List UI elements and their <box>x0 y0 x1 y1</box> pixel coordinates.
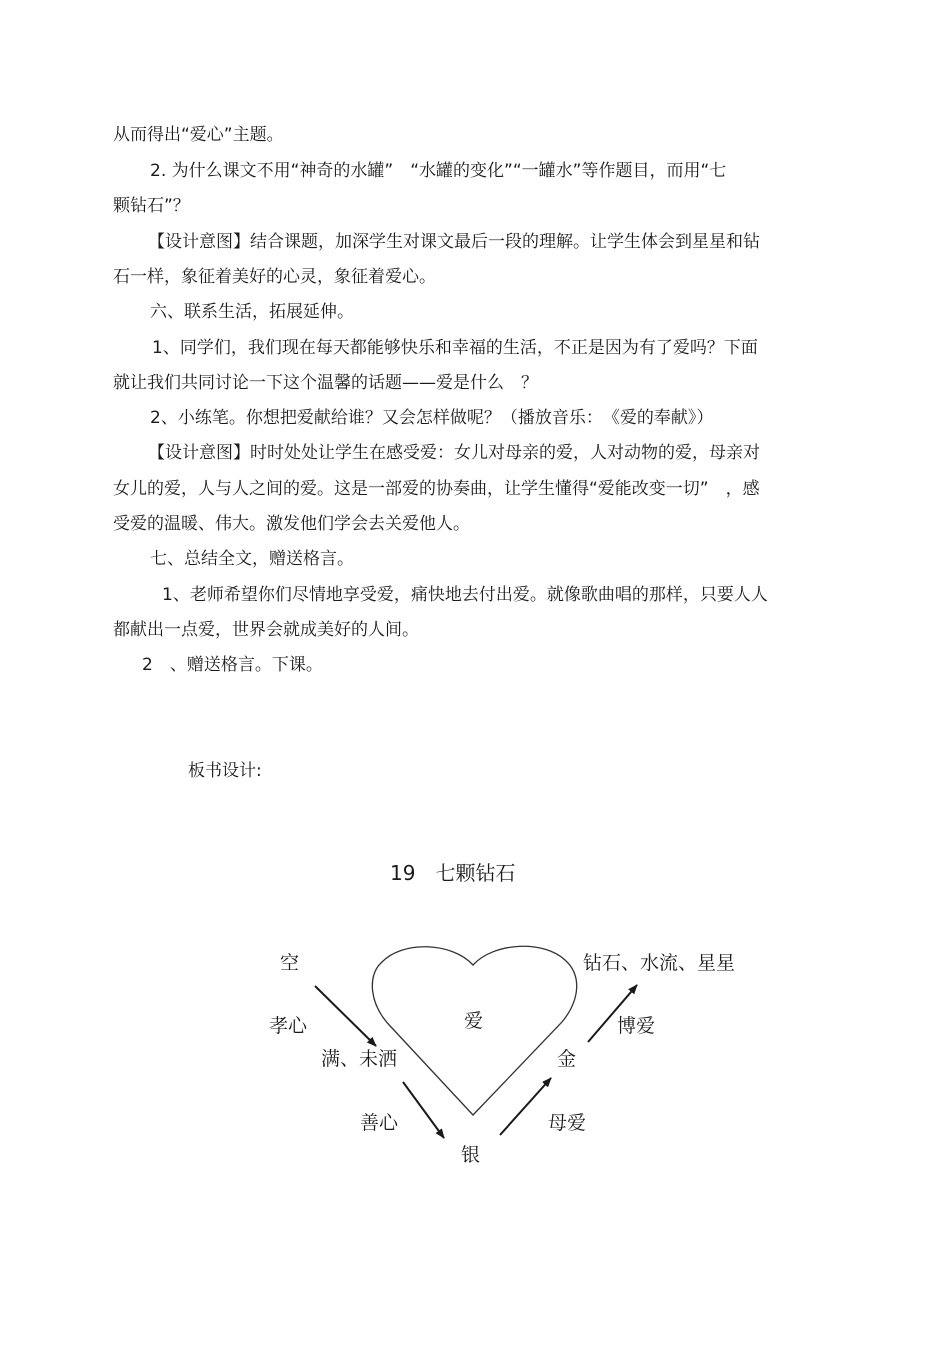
label-boai: 博爱 <box>617 1015 656 1037</box>
board-title: 19 七颗钻石 <box>390 861 516 885</box>
paragraph-line-11: 女儿的爱，人与人之间的爱。这是一部爱的协奏曲，让学生懂得“爱能改变一切” ，感 <box>113 479 760 499</box>
paragraph-line-16: 2 、赠送格言。下课。 <box>142 655 323 675</box>
paragraph-line-5: 石一样，象征着美好的心灵，象征着爱心。 <box>113 267 436 287</box>
label-xiaoxin: 孝心 <box>269 1015 308 1037</box>
paragraph-line-15: 都献出一点爱，世界会就成美好的人间。 <box>113 620 419 640</box>
paragraph-line-3: 颗钻石”？ <box>113 196 190 216</box>
label-muai: 母爱 <box>548 1112 587 1134</box>
paragraph-line-7: 1、同学们，我们现在每天都能够快乐和幸福的生活，不正是因为有了爱吗？下面 <box>152 338 758 358</box>
paragraph-line-9: 2、小练笔。你想把爱献给谁？又会怎样做呢？（播放音乐： 《爱的奉献》） <box>150 408 714 428</box>
paragraph-line-8: 就让我们共同讨论一下这个温馨的话题——爱是什么 ？ <box>113 373 538 393</box>
paragraph-line-10: 【设计意图】时时处处让学生在感受爱：女儿对母亲的爱，人对动物的爱，母亲对 <box>148 443 760 463</box>
arrow-kong-to-man <box>315 986 376 1046</box>
arrow-yin-to-jin <box>500 1078 551 1135</box>
board-heading: 板书设计: <box>188 761 262 781</box>
label-jin: 金 <box>557 1048 577 1070</box>
label-yin: 银 <box>461 1144 481 1166</box>
label-zuanshi-shuiliu-xingxing: 钻石、水流、星星 <box>583 952 736 974</box>
paragraph-line-12: 受爱的温暖、伟大。激发他们学会去关爱他人。 <box>113 514 470 534</box>
section-heading-6: 六、联系生活，拓展延伸。 <box>150 302 354 322</box>
label-kong: 空 <box>280 952 300 974</box>
paragraph-line-1: 从而得出“爱心”主题。 <box>113 125 284 145</box>
section-heading-7: 七、总结全文，赠送格言。 <box>150 549 354 569</box>
label-shanxin: 善心 <box>360 1112 399 1134</box>
paragraph-line-4: 【设计意图】结合课题，加深学生对课文最后一段的理解。让学生体会到星星和钻 <box>148 232 760 252</box>
arrow-man-to-yin <box>403 1082 444 1138</box>
label-man-weisa: 满、未洒 <box>321 1048 398 1070</box>
paragraph-line-2: 2. 为什么课文不用“神奇的水罐” “水罐的变化”“一罐水”等作题目，而用“七 <box>150 161 727 181</box>
paragraph-line-14: 1、老师希望你们尽情地享受爱，痛快地去付出爱。就像歌曲唱的那样，只要人人 <box>162 585 768 605</box>
label-ai: 爱 <box>464 1010 484 1032</box>
